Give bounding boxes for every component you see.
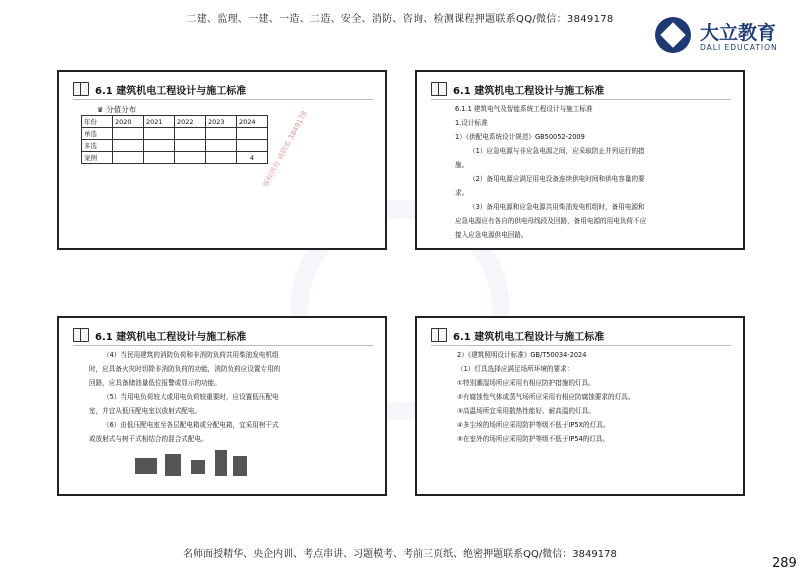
slide-title-text: 6.1 建筑机电工程设计与施工标准 (453, 85, 605, 97)
table-row (82, 128, 268, 140)
section-label (97, 104, 136, 115)
top-banner: 二建、监理、一建、一造、二造、安全、消防、咨询、检测课程押题联系QQ/微信：3849178 (186, 14, 614, 25)
table-cell: 案例 (82, 152, 113, 164)
book-icon (73, 328, 89, 342)
slide-body (89, 348, 284, 446)
slide-1 (57, 70, 387, 250)
table-cell (175, 140, 206, 152)
table-cell (175, 152, 206, 164)
title-divider (431, 345, 731, 346)
slide-3 (57, 316, 387, 496)
body-line: ⑤在室外的场所应采用防护等级不低于IP54的灯具。 (457, 435, 610, 443)
body-line: 6.1.1 建筑电气及智能系统工程设计与施工标准 (455, 105, 593, 113)
table-cell (144, 152, 175, 164)
book-icon (431, 328, 447, 342)
logo-name-en: DALI EDUCATION (700, 43, 778, 52)
slide-title-text: 6.1 建筑机电工程设计与施工标准 (95, 85, 247, 97)
book-icon (431, 82, 447, 96)
logo (655, 14, 795, 58)
body-line: 1.设计标准 (455, 119, 488, 127)
slide-title (431, 80, 604, 98)
table-cell: 单选 (82, 128, 113, 140)
table-cell (113, 128, 144, 140)
bullet-icon: ♛ (97, 106, 104, 114)
table-cell (144, 140, 175, 152)
body-line: （1）灯具选择应满足场所环境的要求： (457, 365, 574, 373)
logo-emblem-icon (655, 17, 691, 53)
body-line: （5）当用电负荷较大或用电负荷较重要时，应设置低压配电室，并宜从低压配电室以放射式配电。 (89, 393, 279, 415)
slide-title (431, 326, 604, 344)
body-line: ②有腐蚀性气体或蒸气场所应采用有相应防腐蚀要求的灯具。 (457, 393, 635, 401)
body-line: 1）《供配电系统设计规范》GB50052-2009 (455, 133, 585, 141)
body-line: ③高温场所宜采用散热性能好、耐高温的灯具。 (457, 407, 595, 415)
slide-2 (415, 70, 745, 250)
body-line: （3）备用电源和应急电源共用柴油发电机组时，备用电源和应急电源应有各自的供电母线段及回路，备用电源的用电负荷不应接入应急电源供电回路。 (455, 203, 647, 239)
logo-name-cn: 大立教育 (700, 22, 777, 44)
table-header-cell: 2024 (237, 116, 268, 128)
table-row (82, 140, 268, 152)
body-line: （6）由低压配电室至各层配电箱或分配电箱，宜采用树干式或放射式与树干式相结合的混合式配电。 (89, 421, 279, 443)
table-cell (113, 152, 144, 164)
section-label-text: 分值分布 (106, 105, 137, 114)
table-cell: 4 (237, 152, 268, 164)
slide-body (457, 348, 727, 446)
body-line: （1）应急电源与非应急电源之间，应采取防止并列运行的措施。 (455, 147, 645, 169)
table-cell: 多选 (82, 140, 113, 152)
table-header-row (82, 116, 268, 128)
body-line: ④多尘埃的场所应采用防护等级不低于IP5X的灯具。 (457, 421, 610, 429)
table-cell (144, 128, 175, 140)
title-divider (73, 345, 373, 346)
table-cell (206, 128, 237, 140)
distribution-diagram-image (131, 444, 251, 484)
score-distribution-table (81, 115, 268, 164)
footer-banner: 名师面授精华、央企内训、考点串讲、习题模考、考前三页纸、绝密押题联系QQ/微信：3849178 (183, 549, 617, 560)
page-number: 289 (772, 556, 797, 571)
slide-title (73, 80, 246, 98)
body-line: （2）备用电源应满足用电设备连续供电时间和供电容量的要求。 (455, 175, 645, 197)
table-cell (237, 140, 268, 152)
book-icon (73, 82, 89, 96)
slide-title (73, 326, 246, 344)
slide-title-text: 6.1 建筑机电工程设计与施工标准 (95, 331, 247, 343)
body-line: ①特别潮湿场所应采用有相应防护措施的灯具。 (457, 379, 595, 387)
slide-title-text: 6.1 建筑机电工程设计与施工标准 (453, 331, 605, 343)
table-cell (237, 128, 268, 140)
body-line: 2）《建筑照明设计标准》GB/T50034-2024 (457, 351, 587, 359)
table-header-cell: 年份 (82, 116, 113, 128)
table-header-cell: 2023 (206, 116, 237, 128)
title-divider (73, 99, 373, 100)
table-cell (206, 140, 237, 152)
table-header-cell: 2021 (144, 116, 175, 128)
body-line: （4）当民用建筑的消防负荷和非消防负荷共用柴油发电机组时，应具备火灾时切除非消防负荷的功能，消防负荷应设置专用的回路，应具备储油量低位报警或显示的功能。 (89, 351, 281, 387)
table-cell (175, 128, 206, 140)
table-cell (113, 140, 144, 152)
slide-body (455, 102, 651, 242)
slide-4 (415, 316, 745, 496)
table-header-cell: 2022 (175, 116, 206, 128)
copyright-stamp: 版权所有 请联系 3849178 (261, 109, 309, 189)
table-row (82, 152, 268, 164)
table-cell (206, 152, 237, 164)
title-divider (431, 99, 731, 100)
table-header-cell: 2020 (113, 116, 144, 128)
